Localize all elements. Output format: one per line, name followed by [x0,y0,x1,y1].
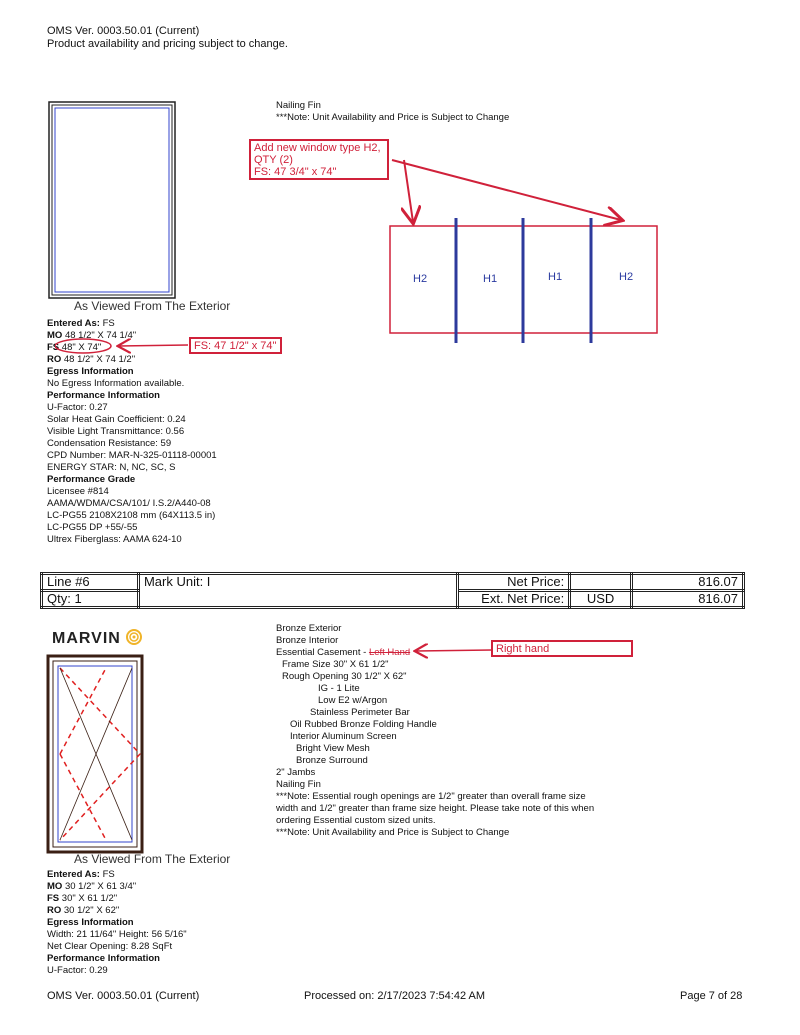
net-price: 816.07 [631,574,743,591]
desc-line: Bronze Exterior [276,623,342,634]
spec-line: FS 30" X 61 1/2" [47,893,118,904]
desc-line: Bronze Surround [296,755,368,766]
spec-line: Width: 21 11/64" Height: 56 5/16" [47,929,187,940]
desc-line: Essential Casement - Left Hand [276,647,411,658]
fs-circle-arrow [55,336,195,356]
annotation-add-line: FS: 47 3/4" x 74" [254,166,337,178]
net-price-currency-empty [570,574,632,591]
header-block [47,25,288,51]
arrow-to-right-h2 [392,160,621,220]
spec-line: Solar Heat Gain Coefficient: 0.24 [47,414,186,425]
spec-line: RO 30 1/2" X 62" [47,905,120,916]
desc-line: Low E2 w/Argon [318,695,388,706]
line-item-row [42,574,744,591]
footer-page-number: Page 7 of 28 [680,990,743,1002]
desc-line: IG - 1 Lite [318,683,360,694]
header-notice: Product availability and pricing subject to change. [47,38,288,50]
annotation-fs: FS: 47 1/2" x 74" [189,337,282,354]
footer-processed: Processed on: 2/17/2023 7:54:42 AM [304,990,486,1002]
spec-line: Entered As: FS [47,318,115,329]
elevation-diagram [380,150,670,350]
line-item-table [40,572,745,609]
marvin-logo-icon [126,629,142,645]
ext-net-price-label: Ext. Net Price: [458,591,570,608]
spec-line: LC-PG55 DP +55/-55 [47,522,138,533]
desc-line: Frame Size 30" X 61 1/2" [282,659,389,670]
spec-line: Egress Information [47,366,134,377]
ext-net-price: 816.07 [631,591,743,608]
spec-line: Egress Information [47,917,134,928]
spec-line: Visible Light Transmittance: 0.56 [47,426,185,437]
diagram-label-h2-right: H2 [619,271,634,283]
marvin-logo-text: MARVIN [52,630,121,647]
spec-line: Performance Grade [47,474,136,485]
struck-left-hand: Left Hand [368,647,411,658]
annotation-add-line: Add new window type H2, [254,142,381,154]
desc-line: ordering Essential custom sized units. [276,815,436,826]
spec-line: Ultrex Fiberglass: AAMA 624-10 [47,534,182,545]
spec-line: Net Clear Opening: 8.28 SqFt [47,941,173,952]
spec-line: AAMA/WDMA/CSA/101/ I.S.2/A440-08 [47,498,211,509]
desc-line: Rough Opening 30 1/2" X 62" [282,671,407,682]
unit1-viewed-caption: As Viewed From The Exterior [74,299,231,313]
marvin-logo [52,629,142,648]
unit2-specs [47,869,187,977]
annotation-add-line: QTY (2) [254,154,293,166]
currency: USD [570,591,632,608]
desc-line: width and 1/2" greater than frame size height. Please take note of this when [276,803,595,814]
net-price-label: Net Price: [458,574,570,591]
arrow-to-left-h2 [404,160,413,222]
spec-line: FS 48" X 74" [47,342,102,353]
spec-line: ENERGY STAR: N, NC, SC, S [47,462,176,473]
mark-unit: Mark Unit: I [138,574,457,608]
line-number: Line #6 [42,574,139,591]
spec-line: MO 48 1/2" X 74 1/4" [47,330,137,341]
desc-line: Bronze Interior [276,635,339,646]
diagram-label-h2-left: H2 [413,273,428,285]
spec-line: Performance Information [47,390,160,401]
desc-line: Oil Rubbed Bronze Folding Handle [290,719,437,730]
fs-highlight-circle [55,339,111,353]
spec-line: CPD Number: MAR-N-325-01118-00001 [47,450,217,461]
desc-line: ***Note: Unit Availability and Price is Subject to Change [276,827,510,838]
desc-line: Nailing Fin [276,779,321,790]
desc-line: 2" Jambs [276,767,316,778]
unit1-notes [276,100,509,124]
spec-line: LC-PG55 2108X2108 mm (64X113.5 in) [47,510,216,521]
unit2-viewed-caption: As Viewed From The Exterior [74,852,231,866]
desc-line: Stainless Perimeter Bar [310,707,410,718]
unit1-window-drawing [47,100,182,300]
desc-line: ***Note: Essential rough openings are 1/2" greater than overall frame size [276,791,586,802]
line-qty: Qty: 1 [42,591,139,608]
right-hand-arrow [410,642,500,662]
spec-line: RO 48 1/2" X 74 1/2" [47,354,136,365]
spec-line: Performance Information [47,953,160,964]
spec-line: Condensation Resistance: 59 [47,438,172,449]
spec-line: Entered As: FS [47,869,115,880]
fs-arrow [119,345,188,346]
footer-version: OMS Ver. 0003.50.01 (Current) [47,990,200,1002]
spec-line: Licensee #814 [47,486,109,497]
unit1-note-line: ***Note: Unit Availability and Price is Subject to Change [276,112,510,123]
spec-line: MO 30 1/2" X 61 3/4" [47,881,137,892]
diagram-label-h1-left: H1 [483,273,498,285]
header-version: OMS Ver. 0003.50.01 (Current) [47,25,200,37]
unit1-note-line: Nailing Fin [276,100,321,111]
spec-line: No Egress Information available. [47,378,185,389]
spec-line: U-Factor: 0.27 [47,402,108,413]
desc-line: Bright View Mesh [296,743,370,754]
annotation-add-window [249,139,389,180]
unit2-casement-drawing [46,654,151,854]
annotation-right-hand: Right hand [491,640,633,657]
spec-line: U-Factor: 0.29 [47,965,108,976]
diagram-label-h1-right: H1 [548,271,563,283]
desc-line: Interior Aluminum Screen [290,731,397,742]
